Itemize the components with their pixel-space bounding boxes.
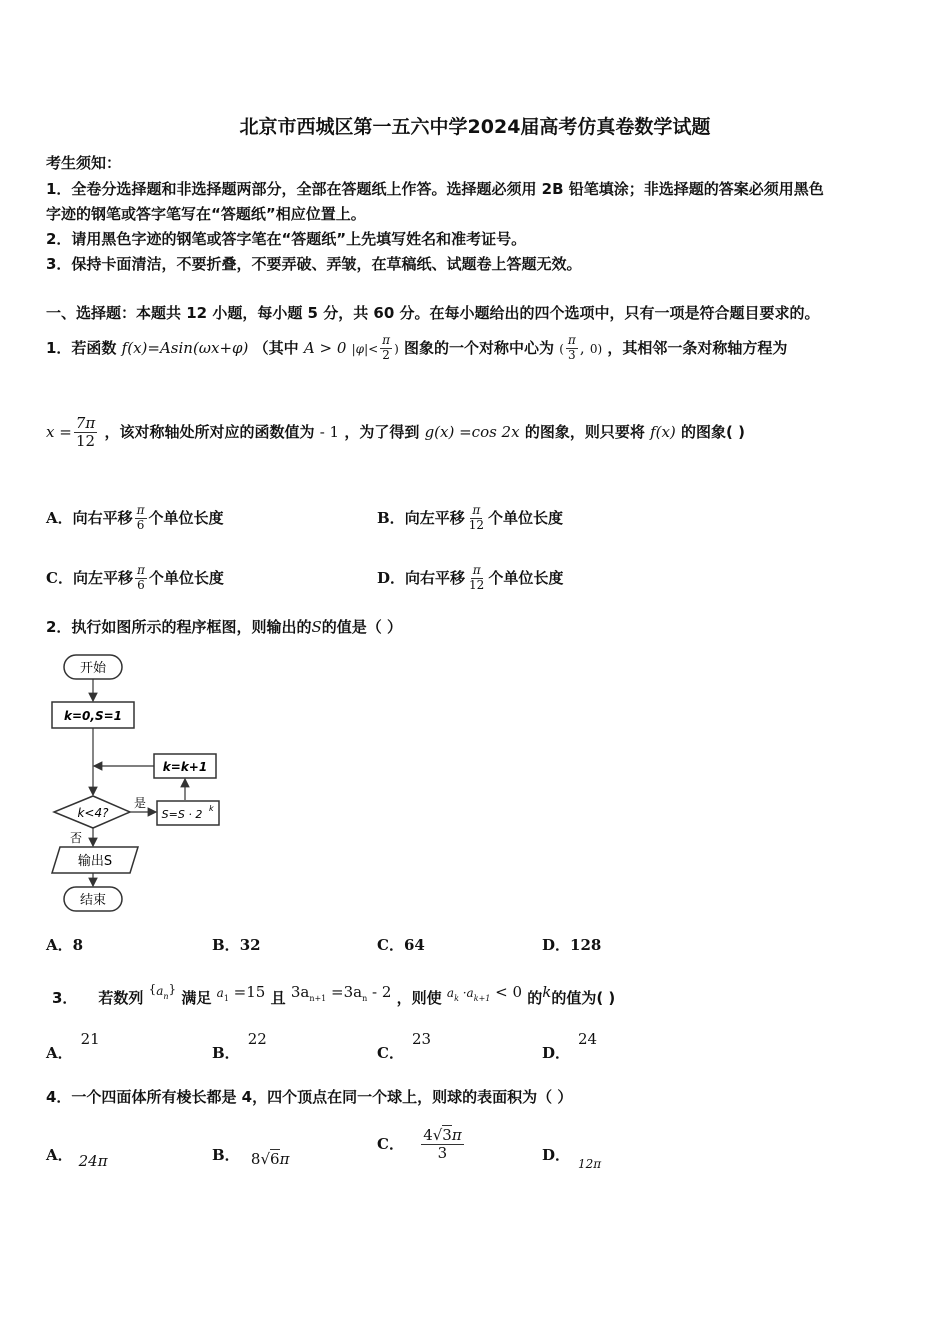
q2-option-b[interactable]: B．32 [212,936,261,954]
page-title: 北京市西城区第一五六中学2024届高考仿真卷数学试题 [239,116,711,138]
q4-option-c[interactable]: C． $\frac{4√3\pi}{3}$ [377,1125,462,1162]
q4-option-b[interactable]: B． 8√6π [212,1146,290,1168]
notice-line-1: 1．全卷分选择题和非选择题两部分，全部在答题纸上作答。选择题必须用 2B 铅笔填涂；非选择题的答案必须用黑色 [46,180,824,198]
q2-option-d[interactable]: D．128 [542,936,602,954]
q4-option-a[interactable]: A． 24π [46,1146,108,1170]
flow-yes-label: 是 [134,796,147,810]
q3-option-d[interactable]: D．24 [542,1030,598,1062]
q1-pi-over-2: $\frac{\pi}{2}$ [382,333,391,362]
flow-end-label: 结束 [79,893,107,908]
flow-decision-label: k<4? [77,806,109,820]
notice-heading: 考生须知： [46,154,122,172]
q3-option-b[interactable]: B．22 [212,1030,267,1062]
section-heading: 一、选择题：本题共 12 小题，每小题 5 分，共 60 分。在每小题给出的四个选项中，只有一项是符合题目要求的。 [46,304,820,322]
q3-sequence: a [156,984,164,998]
q1-option-d[interactable]: D．向右平移 $\frac{\pi}{12}$ 个单位长度 [377,563,564,592]
notice-line-2: 2．请用黑色字迹的钢笔或答字笔在“答题纸”上先填写姓名和准考证号。 [46,230,527,248]
q2-s-symbol: S [311,618,322,636]
question-3: 3． 若数列 $^{\{a}_n$} 满足 $^a_1$ =15 且 $3a_{n+1} =3a_n - 2$ ，则使 $^a_k$ $^{\cdot a}_{k+1}$ < 0 的k的值为( ) [52,982,616,1007]
q1-condition-a: A > 0 [303,339,347,357]
flow-no-label: 否 [70,831,83,845]
flow-output-label: 输出S [77,854,113,869]
q1-pi-over-3: $\frac{\pi}{3}$ [567,333,576,362]
program-flowchart [46,650,236,918]
flow-increment-label: k=k+1 [162,760,208,774]
q4-option-d[interactable]: D． $_{12\pi}$ [542,1146,602,1171]
q1-option-b[interactable]: B．向左平移 $\frac{\pi}{12}$ 个单位长度 [377,503,563,532]
q1-condition-phi: |φ|< [351,342,379,356]
q1-text-2: 图象的一个对称中心为 [403,339,554,357]
question-1-line-1: 1．若函数 f(x)=Asin(ωx+φ) （其中 A > 0 |φ|< $\frac{\pi}{2}$ ) 图象的一个对称中心为 ( $\frac{\pi}{3}$ , 0) ，其相邻一条对称轴方程为 [46,333,788,362]
notice-line-3: 3．保持卡面清洁，不要折叠，不要弄破、弄皱，在草稿纸、试题卷上答题无效。 [46,255,582,273]
q1-option-a[interactable]: A．向右平移 $\frac{\pi}{6}$ 个单位长度 [46,503,224,532]
q1-text-6: 的图象，则只要将 [524,423,645,441]
q1-center-y: 0) [589,342,603,356]
q1-text-7: 的图象( ) [681,423,745,441]
notice-line-1b: 字迹的钢笔或答字笔写在“答题纸”相应位置上。 [46,205,366,223]
flow-init-label: k=0,S=1 [64,709,122,723]
question-2: 2．执行如图所示的程序框图，则输出的S的值是（ ） [46,618,402,636]
flow-start-label: 开始 [79,661,107,676]
q1-text-5: ，为了得到 [344,423,420,441]
q1-lead: 1．若函数 [46,339,117,357]
q3-option-a[interactable]: A．21 [46,1030,100,1062]
q1-value: - 1 [319,423,340,441]
q1-seven-pi-over-twelve: $\frac{7\pi}{12}$ [75,413,96,450]
q2-option-a[interactable]: A．8 [46,936,84,954]
q1-option-c[interactable]: C．向左平移 $\frac{\pi}{6}$ 个单位长度 [46,563,224,592]
q1-text-3: ，其相邻一条对称轴方程为 [607,339,788,357]
q3-option-c[interactable]: C．23 [377,1030,432,1062]
flow-update-exponent: k [209,804,214,813]
q1-axis-x: x = [46,423,72,441]
q1-text-1: （其中 [253,339,299,357]
q1-f-function: f(x) [650,423,676,441]
q1-g-function: g(x) =cos 2x [424,423,520,441]
q1-text-4: ，该对称轴处所对应的函数值为 [104,423,315,441]
flow-update-label: S=S · 2 [161,808,203,821]
question-1-line-2 [46,412,745,452]
question-4: 4．一个四面体所有棱长都是 4，四个顶点在同一个球上，则球的表面积为（ ） [46,1088,573,1106]
q1-function: f(x)=Asin(ωx+φ) [121,339,249,357]
q2-option-c[interactable]: C．64 [377,936,425,954]
